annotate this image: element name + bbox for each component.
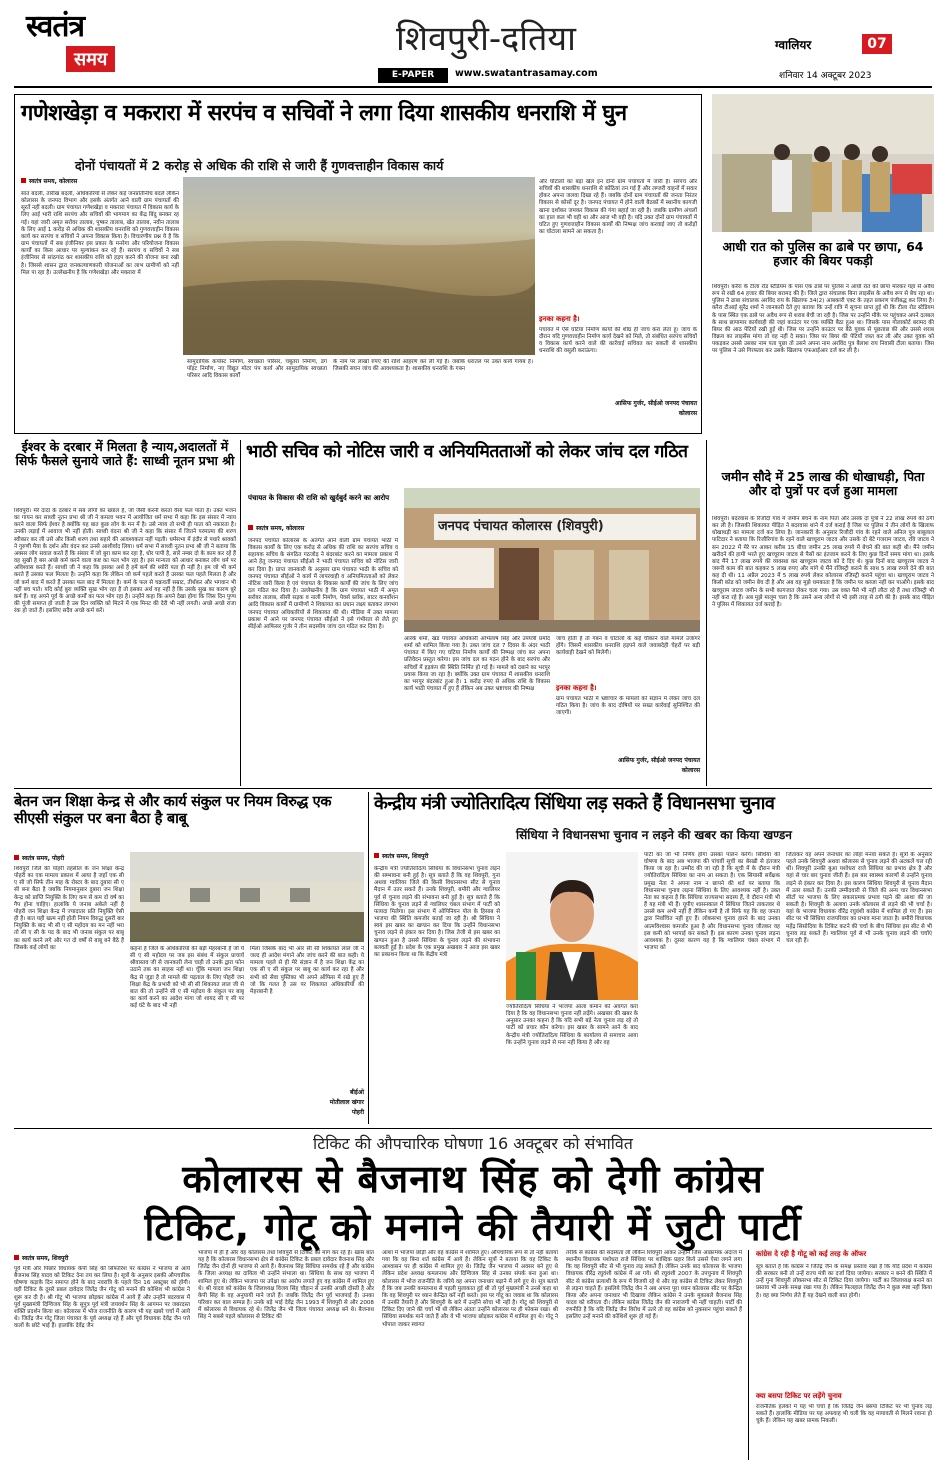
article-headline: जमीन सौदे में 25 लाख की धोखाधड़ी, पिता और दो पुत्रों पर दर्ज हुआ मामला bbox=[721, 469, 925, 499]
quote-heading: इनका कहना है। bbox=[556, 684, 597, 692]
edition-title: शिवपुरी-दतिया bbox=[396, 19, 576, 59]
column-rule-right bbox=[706, 440, 707, 786]
police-raid-photo bbox=[712, 94, 934, 232]
article-column-2: कहना है जिले के अधिकारियों की बड़ी मेहरबानी है जो ये सी ए सी महोदय पर जब इस संबंध में संकुल प्राचार्य श्रीवास्तव जी से जानकारी लेना चाही तो उनके द्वारा फोन उठाने तक का साहस नहीं था। चूँकि मामला जन शिक्षा केंद्र से जुड़ा है तो मामले की पड़ताल के लिए पोहरी जन शिक्षा केंद्र के प्रभारी को भी सी सी शिकायत लाल जी से बात की तो उन्होंने सी ए सी महोदय के संकुल पर बाबू का कार्य करने का आदेश मांगा जो शायद सी ए सी पर कई घंटे के बाद भी नहीं bbox=[130, 946, 244, 1010]
quote-signature-place: कोलारस bbox=[681, 767, 700, 774]
logo-line-1: स्वतंत्र bbox=[26, 9, 85, 44]
panchayat-building-photo bbox=[404, 488, 700, 632]
section-rule-1 bbox=[14, 788, 932, 789]
section-rule-2 bbox=[14, 1128, 932, 1129]
article-column-1: शिवपुरी जिले की पोहरी तहसील के जन शिक्षा केन्द्र पोहरी का एक मामला प्रकाश में आया है जहाँ एक सी ए सी जो सिर्फ तीन माह के रोस्टर के बाद दुबारा सी ए सी बना बैठा है जबकि नियमानुसार दुबारा जन शिक्षा केन्द्र को प्राप्ति नियुक्ति के लिए कम से कम दो वर्ष का गैप होना चाहिए। हालांकि ये जनाब अकेले नहीं है पोहरी जन शिक्षा केन्द्र में ज्यादातर प्रति नियुक्ति ऐसी ही है। बात यही खत्म नहीं होती नियम विरुद्ध दूसरी बार नियुक्ति के बाद भी सी ए सी महोदय का मन नहीं भरा तो सी ए सी के पद के बाद भी जनाब संकुल पर बाबू का कार्य करने लगे और गत दो वर्षों से बाबू बने बैठे हैं जिसके कई लोगों का bbox=[14, 866, 124, 951]
article-headline: केन्द्रीय मंत्री ज्योतिरादित्य सिंधिया लड़ सकते हैं विधानसभा चुनाव bbox=[374, 793, 775, 814]
article-headline-line-1: कोलारस से बैजनाथ सिंह को देगी कांग्रेस bbox=[182, 1157, 764, 1201]
article-scindia bbox=[374, 792, 932, 1124]
article-body: शिवपुरी। करैरा के टीला रोड स्टेडियम के पास एक ढाबे पर पुलिस ने आधी रात को छापा मारकर यहां से अवैध रूप से रखी 64 हजार की बियर बरामद की है। जिले द्वारा संचालक बिना लाइसेंस के अवैध रूप से बेच रहा था। पुलिस ने ढाबा संचालक अरविंद राय के खिलाफ 34(2) आबकारी एक्ट के तहत प्रकरण पंजीबद्ध कर लिया है। करैरा टीआई सुरेंद्र शर्मा ने जानकारी देते हुए बताया कि उन्हें रात्रि में सूचना प्राप्त हुई थी कि टीला रोड स्टेडियम के पास स्थित एक ढाबे पर अवैध रूप से शराब बेची जा रही है। जिस पर उन्होंने मौके पर पहुंचकर अपने दलबल के साथ छापामार कार्यवाही की जहां काउंटर पर एक व्यक्ति बैठा हुआ था। जिसके पास गोलाकोर्ट बरामद की बियर की आठ पेटियों रखी हुई थी। जिस पर उन्होंने काउंटर पर बैठे युवक से पूछताछ की और उससे शराब विक्रय का लाइसेंस मांगा तो वह नहीं दे सका। जिस पर बियर की पेटियों जब्त कर ली और उक्त युवक को पकड़कर उससे उसका नाम पता पूछा तो उसने अपना नाम अरविंद पुत्र बैलाश राय निवासी टीला बताया। जिस पर पुलिस ने उसे गिरफ्तार कर उसके खिलाफ एफआईआर दर्ज कर ली है। bbox=[712, 284, 934, 355]
newspaper-logo[interactable] bbox=[26, 9, 144, 82]
byline: स्वतंत्र समय, शिवपुरी bbox=[14, 1254, 190, 1262]
article-kolaras-ticket bbox=[14, 1132, 932, 1462]
article-column-2: सामुदायिक कंपोस्ट निर्माण, स्वच्छता परिसर, चबूतरा निर्माण, डंग पॉइंट निर्माण, नए विद्युत मोटर पंप कार्य और सामुदायिक स्वच्छता परिसर आदि विकास कार्यों bbox=[187, 359, 327, 380]
byline: स्वतंत्र समय, कोलारस bbox=[248, 524, 398, 532]
page-number: 07 bbox=[862, 34, 892, 54]
pond-illustration bbox=[183, 177, 535, 355]
article-column-2: आरके शर्मा, खंड पंचायत अधिकारी अभिलाष सिंह और उपयंत्री प्रमोद शर्मा को शामिल किया गया है। उक्त जांच दल 7 दिवस के अंदर भाठी पंचायत में किए गए घटिया निर्माण कार्यों की निष्पक्ष जांच कर अपना प्रतिवेदन प्रस्तुत करेगा। इस जांच दल का गठन होने के बाद सरपंच और सचिवों में हड़कंप की स्थिति निर्मित हो गई है। मामले को दबाने का भरपूर प्रयास किया जा रहा है। क्योंकि उक्त ग्राम पंचायत में शासकीय धनराशि का भरपूर बंदरबांट हुआ है। 1 करोड़ रुपए से अधिक राशि के विकास कार्य भाठी पंचायत में हुए हैं लेकिन अब उक्त भ्रष्टाचार की निष्पक्ष bbox=[404, 636, 550, 693]
article-column-2: भाजपा में ही हैं और वह कोलारस तथा शिवपुरी से टिकिट की मांग कर रहे हैं। खास बात यह है कि कोलारस विधानसभा क्षेत्र से कांग्रेस टिकिट के प्रबल दावेदार बैजनाथ सिंह और जितेंद्र जैन दोनों ही भाजपा से आये हैं। बैजनाथ सिंह सिंधिया समर्थक रहे हैं और कांग्रेस के जिला अध्यक्ष का दायित्व भी उन्होंने संभाला था। सिंधिया के साथ वह भाजपा में शामिल हुए थे। लेकिन भाजपा पर उपेक्षा का आरोप लगाते हुए वह कांग्रेस में शामिल हुए थे। श्री यादव को कांग्रेस के जिलाध्यक्ष विजय सिंह चौहान से उनकी अच्छी दोस्ती है और केपी सिंह के वह अनुयायी माने जाते हैं। जबकि जितेंद्र जैन पूर्व भाजपाई हैं। उनका परिवार कर बाल सम्पन्न है। उनके बड़े भाई देवेंद्र जैन 1993 में शिवपुरी से और 2008 में कोलारस से विधायक रहे थे। जितेंद्र जैन भी जिला पंचायत अध्यक्ष बने थे। बैजनाथ सिंह ने सबसे पहले कोलारस से टिकिट की bbox=[198, 1250, 374, 1321]
masthead bbox=[0, 0, 945, 88]
article-headline: गणेशखेड़ा व मकरारा में सरपंच व सचिवों ने लगा दिया शासकीय धनराशि में घुन bbox=[21, 101, 627, 126]
quote-text: ग्राम पंचायत भाठी में भ्रष्टाचार के मामलों को संज्ञान में लेकर जांच दल गठित किया है। जांच के बाद दोषियों पर सख्त कार्रवाई सुनिश्चित की जाएगी। bbox=[556, 696, 700, 717]
masthead-rule bbox=[14, 86, 932, 88]
article-kicker: टिकिट की औपचारिक घोषणा 16 अक्टूबर को संभावित bbox=[313, 1134, 633, 1153]
sidebar-rule bbox=[748, 1250, 749, 1460]
sidebar-text-1: सूत्र बताते हैं कि कांग्रेस ने जितेंद्र जैन के समक्ष प्रस्ताव रखा है कि यदि प्रदेश में कांग्रेस की सरकार बनी तो उन्हें राज्य मंत्री का दर्जा दिया जायेगा। सरकार न बनने की स्थिति में उन्हें गुना शिवपुरी लोकसभा सीट से टिकिट दिया जायेगा। पार्टी का जिलाध्यक्ष बनाने का प्रस्ताव भी उनके समक्ष रखा गया है। लेकिन फिलहाल जितेंद्र जैन ने कुछ स्पष्ट नहीं किया है। वह क्या निर्णय लेते हैं यह देखने वाली बात होगी। bbox=[756, 1264, 932, 1299]
article-column-3: पार्टी का जो भी निर्णय होगा उसका पालन करेंगे। सिंधिया की घोषणा के बाद अब भाजपा की पांचवीं सूची का बेसब्री से इंतजार किया जा रहा है। उम्मीद की जा रही है कि सूची में के दौरान मंत्री ज्योतिरादित्य सिंधिया का नाम आ सकता है। एक सियासी सर्वेक्षक प्रमुख नेता ने अपना नाम न छापने की शर्त पर बताया कि विधानसभा चुनाव लड़ना सिंधिया के लिए आवश्यक नहीं है। उक्त नेता का कहना है कि सिंधिया राज्यसभा सदस्य हैं, वे दौरान मंत्री भी हैं यह मंत्री भी हैं। यूपीए शासनकाल में सिंधिया जितने ताकतवर थे उससे कम अभी नहीं हैं लेकिन कमी है तो सिर्फ यह कि वह जनता द्वारा निर्वाचित नहीं हुए हैं। लोकसभा चुनाव हारने के बाद उनका आत्मविश्वास कमजोर हुआ है और विधानसभा चुनाव जीतकर वह इस कमी को भरपाई कर सकते हैं। इस कारण उनका चुनाव लड़ना आवश्यक है। दूसरा कारण यह है कि ग्वालियर चंबल संभाग में भाजपा को bbox=[644, 852, 780, 952]
article-column-1: पूर्व मंत्री और पिछोर विधायक केपी सिंह की सिफारिश पर कांग्रेस ने भाजपा से आये बैजनाथ सिंह यादव को टिकिट देना तय कर लिया है। सूत्रों के अनुसार इसकी औपचारिक घोषणा कड़ाके दिन समाप्त होने के बाद नवरात्रि के पहले दिन 16 अक्टूबर को होगी। वहीं टिकिट के दूसरे प्रबल दावेदार जितेंद्र जैन गोटू को मनाने की कोशिश भी कांग्रेस ने शुरू कर दी है। श्री गोटू भी भाजपा छोड़कर कांग्रेस में आये हैं और उन्होंने बदरवास में पूर्व मुख्यमंत्री दिग्विजय सिंह के सुपुत्र पूर्व मंत्री जयवर्धन सिंह के आगमन पर जबरदस्त शक्ति प्रदर्शन किया था। कोलारस में भोज राजनीति के कारण भी यह खबरे चर्चा में आये थे। जितेंद्र जैन गोटू जिला पंचायत के पूर्व अध्यक्ष रहे हैं और पूर्व विधायक देवेंद्र जैन पत्ते वालों के छोटे भाई हैं। हालांकि देवेंद्र जैन bbox=[14, 1266, 190, 1330]
article-column-3: जांच होती है तो गबन व घोटालों के कई चौंकाने वाले मामले उजागर होंगे। जिसमें शासकीय धनराशि हड़पने वाले जवाबदेही चेहरों पर बड़ी कार्यवाही देखने को मिलेगी। bbox=[556, 636, 700, 657]
sidebar-heading-2: क्या बसपा टिकिट पर लड़ेंगे चुनाव bbox=[756, 1392, 842, 1400]
publish-date: शनिवार 14 अक्टूबर 2023 bbox=[779, 71, 872, 81]
quote-heading: इनका कहना है। bbox=[539, 315, 580, 323]
article-subhead: सिंधिया ने विधानसभा चुनाव न लड़ने की खबर का किया खण्डन bbox=[516, 828, 792, 842]
article-column-3: मिला जिसके बाद भी आर सी सी शिकायत लाल जी ने जल्द ही आदेश मंगाने और जांच करने की बात कही। ये मामला पहले से ही मेरे संज्ञान में है जन शिक्षा केंद्र का एक सी ए सी संकुल पर बाबू का कार्य कर रहा है और सभी को सेवा पुस्तिका भी अपने ऑफिस में रखे हुए हैं जो कि गलत है उस पर शिकायत अधिकारियों की मेहरबानी है bbox=[250, 946, 364, 995]
article-body: शिवपुरी। मेरे दादा के दरबार में सब लोगों का ख्याल है, जो जैसी करनी करता वैसा फल पाता है। उक्त भजन का गायन कर साध्वी नूतन प्रभा श्री जी ने कमला भवन में आयोजित धर्म सभा में कहा कि इस संसार में न्याय करने वाला सिर्फ ईश्वर है क्योंकि यह बात कुछ लोग के मन में है। उसे न्याय तो सभी ही पाता को नकारता है। उनकी लड़ाई में आवाज भी नहीं होती। साध्वी वंदना श्री जी ने कहा कि संसार में जितने परमात्मा की शरण स्वीकार कर ली उसे और किसी शरण तथा सहारे की आवश्यकता नहीं पड़ती। धर्मसभा में इंदौर से पधारे श्रावकों ने गुरुणी मैया के दर्शन और वंदन कर उनसे आशीर्वाद लिया। धर्म सभा में साध्वी नूतन प्रभा श्री जी ने बताया कि अक्सर लोग सवाल करते हैं कि संसार में जो बुरा काम कर रहा है, धोर पापी है, सारे नम्बर दो के काम कर रहे हैं वह सुखी है बस अच्छे कर्म करने वाला कष्ट का फल भोग रहा है। इस मान्यता को आधार बनाकर लोग धर्म पर अविश्वास करते हैं। साध्वी जी ने कहा कि इसका अर्थ है हमें कर्म की थ्योरी पता ही नहीं है। हम जो भी कर्म करते हैं उसका फल मिलता है। उन्होंने कहा कि लेकिन जो कर्म पहले करते हैं उसका फल पहले मिलता है और जो कर्म बाद में करते हैं उसका फल बाद में मिलता है। कर्म के फल से चक्रवर्ती सम्राट, तीर्थंकर और भगवान भी नहीं बच पाते। यदि कोई बुरा व्यक्ति सुख भोग रहा है तो इसका अर्थ यह नहीं है कि उसके सुख का कारण बुरे कर्म हैं। वह अपने पूर्व के अच्छे कर्मों का फल भोग रहा है। उन्होंने कहा कि अपने देखा होगा कि जिस दिन पुण्य की पूंजी समाप्त हो जाती है उस दिन व्यक्ति को मिटने में एक मिनट की देरी भी नहीं लगती। अच्छे अच्छे राजा रंक हो जाते हैं। इसलिए सदैव अच्छे कर्म करें। bbox=[14, 508, 236, 615]
epaper-badge: E-PAPER bbox=[378, 68, 448, 83]
quote-signature: आसिफ गुर्जर, सीईओ जनपद पंचायत bbox=[614, 400, 697, 407]
website-link[interactable]: www.swatantrasamay.com bbox=[455, 68, 598, 79]
column-rule-mid bbox=[368, 792, 369, 1124]
byline: स्वतंत्र समय, शिवपुरी bbox=[374, 852, 500, 860]
article-headline-line-2: टिकिट, गोटू को मनाने की तैयारी में जुटी पार्टी bbox=[144, 1205, 802, 1249]
article-headline: भाठी सचिव को नोटिस जारी व अनियमितताओं को लेकर जांच दल गठित bbox=[246, 442, 688, 462]
article-body: शिवपुरी। बदरवास के रिजौदी गांव में जमीन बेचने के नाम पिता और उसके दो पुत्रों ने 22 लाख रुपये की ठगी कर ली है। जिसकी शिकायत पीड़ित ने बदरवास थाने में दर्ज कराई है जिस पर पुलिस ने तीन लोगों के खिलाफ धोखाधड़ी का मामला दर्ज कर लिया है। जानकारी के अनुसार रिजौदी गांव के रहने वाले अनिल पुत्र बाबूलाल पाटिदार ने बताया कि रिजौरिगांव के रहने वाले खच्चूराम जाटव और उसके दो बेटे गजराम जाटव, रवि जाटव ने सन 2022 में मेरे पर आकर करीब 15 बीघा जमीन 25 लाख रुपये में बेचने की बात कही थी। मैंने जमीन खरीदने की हामी भरते हुए खच्चूराम जाटव से पैसों का इंतजाम करने के लिए कुछ दिनों समय मांगा था। इसके बाद मैंने 17 लाख रुपये की व्यवस्था कर खच्चूराम जाटव को दे दिए थे। कुछ दिनों बाद खच्चूराम जाटव ने जरूरी काम की बात कहकर 5 लाख रुपए और मांगे थे मैंने रजिस्ट्री कराने के साथ 5 लाख रुपये देने की बात कह दी थी। 11 अप्रैल 2023 में 5 लाख रुपये लेकर कोलारस रजिस्ट्री कराने पहुंचा था। खच्चूराम जाटव ने किसी कोड को जमीन बेच दी है और अब वह मुझे धमकाता है कि जमीन पर कब्जा नहीं कर पाओगे। इसके बाद खच्चूराम जाटव जमीन के सभी कागजात लेकर चला गया। उस वक्त पैसे भी नहीं लौटा रहे हैं तथा रजिस्ट्री भी नहीं करा रहे हैं। अब मुझे मालूम चला है कि उसने अन्य लोगों से भी इसी तरह से ठगी की है। इसके बाद पीड़ित ने पुलिस में शिकायत दर्ज कराई है। bbox=[712, 516, 934, 608]
building-illustration bbox=[404, 488, 700, 632]
column-rule-left bbox=[240, 440, 241, 786]
school-building-photo bbox=[130, 852, 364, 942]
article-land-fraud bbox=[712, 470, 934, 782]
quote-signature-place: पोहरी bbox=[351, 1109, 364, 1116]
school-illustration bbox=[130, 852, 364, 942]
portrait-illustration bbox=[506, 852, 638, 1000]
article-pohri-cac bbox=[14, 792, 364, 1124]
article-ganeshkheda bbox=[14, 94, 702, 434]
dry-pond-photo bbox=[183, 177, 535, 355]
scindia-portrait bbox=[506, 852, 638, 1000]
quote-signature: आसिफ गुर्जर, सीईओ जनपद पंचायत bbox=[617, 757, 700, 764]
sidebar-heading: कांग्रेस दे रही है गोटू को कई तरह के ऑफर bbox=[756, 1250, 867, 1258]
logo-line-2: समय bbox=[66, 46, 115, 72]
quote-signature-place: कोलारस bbox=[678, 410, 697, 417]
sidebar-text-2: राजनैतिक हलकों में यह भी चर्चा है कि जितेंद्र जैन बसपा टिकिट पर भी चुनाव लड़ सकते हैं। हालांकि मीडिया पर यह अफवाह भी चली कि वह मायावती से मिलने रवाना हो चुके हैं। लेकिन यह खबर प्रामक निकली। bbox=[756, 1404, 932, 1425]
byline: स्वतंत्र समय, पोहरी bbox=[14, 854, 124, 862]
article-column-4: तरीके से कांग्रेस की सदस्यता ली लेकिन शिवपुरी आकर उन्होंने जिस आक्रामक अंदाज में स्थानीय विधायक यशोधरा राजे सिंधिया पर शाब्दिक प्रहार किये उससे ऐसा लगने लगा कि वह शिवपुरी सीट से भी चुनाव लड़ सकते हैं। लेकिन उनके बाद कोलारस के भाजपा विधायक वीरेंद्र रघुवंशी कांग्रेस में आ गये। श्री रघुवंशी 2007 के उपचुनाव में शिवपुरी सीट से कांग्रेस प्रत्याशी के रूप में विजयी रहे थे और वह कांग्रेस से टिकिट लेकर शिवपुरी से लड़ना चाहते हैं। इसलिये जितेंद्र जैन ने अब अपना पूरा ध्यान कोलारस सीट पर केन्द्रित किया और अपना जनाधार भी दिखाया लेकिन कांग्रेस ने उनके मुकाबले बैजनाथ सिंह यादव को वरीयता दी। लेकिन कांग्रेस जितेंद्र जैन की नाराजगी भी नहीं चाहती। पार्टी की रणनीति है कि यदि जितेंद्र जैन विरोध में उतरे तो वह कांग्रेस को नुकसान पहुंचा सकते हैं इसलिए उन्हें मनाने की कोशिशें शुरू हो गई हैं। bbox=[566, 1250, 742, 1321]
article-column-1: केन्द्रीय मंत्री ज्योतिरादित्य सिंधिया के विधानसभा चुनाव लड़ने की सम्भावना बनी हुई है। सूत्र बताते हैं कि वह शिवपुरी, गुना अथवा ग्वालियर जिले की किसी विधानसभा सीट से चुनाव मैदान में उतर सकते हैं। उनके शिवपुरी, बमौरी और ग्वालियर पूर्व से चुनाव लड़ने की संभावना बनी हुई है। सूत्र बताते हैं कि सिंधिया के चुनाव लड़ने से ग्वालियर चंबल संभाग में पार्टी को फायदा मिलेगा। इस संभाग में ओपिनियन पोल के हिसाब से भाजपा की स्थिति कमजोर बताई जा रही है। श्री सिंधिया ने स्वयं इस खबर का खण्डन कर दिया कि उन्होंने विधानसभा चुनाव लड़ने से इंकार कर दिया है। जिस तेजी से इस खबर का खण्डन हुआ है उससे सिंधिया के चुनाव लड़ने की संभावना बलवती हुई है। प्रदेश के एक प्रमुख अखबार ने आज इस खबर का प्रकाशन किया था कि केंद्रीय मंत्री bbox=[374, 866, 500, 958]
article-column-1: जनपद पंचायत कोलारस के अंतर्गत आने वाली ग्राम पंचायत भाठी में विकास कार्यों के लिए एक करोड़ से अधिक की राशि का सरपंच सचिव व सहायक सचिव के संगठित गठजोड़ ने बंदरबांट करने का मामला प्रकाश में आने हेतु जनपद पंचायत सीईओ ने भाठी पंचायत सचिव को नोटिस जारी कर दिया है। प्राप्त जानकारी के अनुसार ग्राम पंचायत भाठी के सचिव को जनपद पंचायत सीईओ ने कार्य में लापरवाही व अनियमितताओं को लेकर नोटिस जारी किया है एवं पंचायत के विकास कार्यों की जांच के लिए जांच दल गठित कर दिया है। उल्लेखनीय है कि ग्राम पंचायत भाठी में अमृत सरोवर तालाब, सीसी सड़क व नाली निर्माण, पेवर्स ब्लॉक, बाटर कनर्वोशन आदि विकास कार्यों में ग्रामीणों ने शिकायत का प्रधान लक्ष्य बताकर लगभग जनपद पंचायत अधिकारियों से शिकायत की थी। मीडिया में उक्त मामला प्रकाश में आने पर जनपद पंचायत सीईओ ने इसे गंभीरता से लेते हुए सीईओ आफिसर गुर्जर ने तीन सदस्यीय जांच दल गठित कर दिया है। bbox=[248, 538, 398, 630]
article-column-4: जिताकर वह अपने जनाधार का लोहा मनवा सकते हैं। सूत्रों के अनुसार पहले उनके शिवपुरी अथवा कोलारस से चुनाव लड़ने की अटकलें चल रही थीं। शिवपुरी उनकी बुआ यशोधरा राजे सिंधिया का प्रभाव क्षेत्र है और यहां से चार बार चुनाव जीती हैं। इस बार स्वास्थ्य कारणों से उन्होंने चुनाव लड़ने से इंकार कर दिया है। इस कारण सिंधिया शिवपुरी से चुनाव मैदान में उतर सकते हैं। उनकी उम्मीदवारी से जिले की अन्य चार विधानसभा सीटों पर भाजपा के लिए सकारात्मक प्रभाव पड़ने की आशा की जा सकती है। शिवपुरी के अलावा उनके कोलारस से लड़ने की भी चर्चा है। यहां के भाजपा विधायक वीरेंद्र रघुवंशी कांग्रेस में शामिल हो गए हैं। इस सीट पर भी सिंधिया राजपरिवार का प्रभाव माना जाता है। बमौरी विधायक महेंद्र सिसोदिया के टिकिट कटने की चर्चा के बीच सिंधिया इस सीट से भी चुनाव लड़ सकते हैं। ग्वालियर पूर्व से भी उनके चुनाव लड़ने की चर्चाएं चल रही हैं। bbox=[786, 852, 932, 944]
panchayat-sign-board: जनपद पंचायत कोलारस (शिवपुरी) bbox=[438, 519, 604, 534]
article-headline: ईश्वर के दरबार में मिलता है न्याय,अदालतों में सिर्फ फैसले सुनाये जाते हैं: साध्वी नूतन प्रभा श्री bbox=[15, 439, 235, 469]
article-headline: बेतन जन शिक्षा केन्द्र से और कार्य संकुल पर नियम विरुद्ध एक सीएसी संकुल पर बना बैठा है बाबू bbox=[14, 794, 332, 827]
article-headline: आधी रात को पुलिस का ढाबे पर छापा, 64 हजार की बियर पकड़ी bbox=[722, 239, 924, 269]
article-sadhvi bbox=[14, 440, 236, 786]
article-column-4: और घोटालों का बड़ा खेल इन दोनों ग्राम पंचायतों में जारी है। सरपंच और सचिवों की शासकीय धनराशि से कोठियां तन गई हैं और लग्जरी वाहनों में सवार होकर अपना जलवा दिखा रहे हैं। जबकि दोनों ग्राम पंचायतों की जनता निरंतर विकास से कोसों दूर है। जनपद पंचायत में होने वाली बैठकों में स्थानीय कागजी खाना दर्शाकर जमकर विकास की गंगा बहाई जा रही है। जबकि ग्रामीण अंचलों का हाल कल भी वही था और आज भी वही है। यदि उक्त दोनों ग्राम पंचायतों में घटित हुए गुणवत्ताहीन विकास कार्यों की निष्पक्ष जांच करवाई जाए तो करोड़ों का घोटाला सामने आ सकता है। bbox=[539, 179, 697, 236]
quote-text: पंचायत में ऐसे घटिया निर्माण कार्यों की शीघ्र ही जांच करा लेता हूं। जांच के दौरान यदि गुणवत्ताहीन निर्माण कार्य देखने को मिले, तो संबंधित सरपंच सचिवों व विकास कार्य करने वाले की कार्रवाई सचिवत कर सकती से शासकीय धनराशि की वसूली कराऊंगा। bbox=[539, 327, 697, 355]
article-subhead: दोनों पंचायतों में 2 करोड़ से अधिक की राशि से जारी हैं गुणवत्ताहीन विकास कार्य bbox=[75, 158, 444, 173]
article-dhaba-raid bbox=[712, 94, 934, 464]
article-column-3: आशा में भाजपा छोड़ी और वह कांग्रेस में शामिल हुए। औपचारिक रूप से तो नहीं बताया गया कि वह बिना शर्त कांग्रेस में आये हैं। लेकिन सूत्रों ने बताया कि वह टिकिट के आश्वासन पर ही कांग्रेस में शामिल हुए थे। जितेंद्र जैन भाजपा में अवसर बने हुए थे लेकिन प्रदेश अध्यक्ष कमलनाथ और दिग्विजय सिंह से उनका संपर्क बना हुआ था। कोलारस में भोज राजनीति के जरिये वह अपना जनाधार बढ़ाने में लगे हुए थे। सूत्र बताते हैं कि जब उनकी कमलनाथ से पहली मुलाकात हुई थी तो पूर्व मुख्यमंत्री ने उनसे कहा था कि वह शिवपुरी पर ध्यान केन्द्रित करें नहीं करते। इस पर गोटू का जवाब था कि कोलारस में उनकी तैयारी है और शिवपुरी के बारे में उन्होंने सोचा भी नहीं है। गोटू को शिवपुरी से टिकिट दिए जाने की चर्चा भी थी लेकिन अंततः उन्होंने कोलारस पर ही फोकस रखा। श्री सिंधिया समर्थक माने जाते हैं और वे भी भाजपा छोड़कर कांग्रेस में शामिल हुए थे। गोटू ने भोपाल जाकर स्वागत bbox=[382, 1250, 558, 1328]
article-column-2: ज्योतिरादित्य सिंधिया ने भाजपा आला कमान को अवगत करा दिया है कि वह विधानसभा चुनाव नहीं लड़ेंगे। अखबार की खबर के अनुसार उनका कहना है कि यदि सभी बड़े नेता चुनाव लड़ रहे तो पार्टी को प्रचार कौन करेगा। इस खबर के सामने आने के बाद केन्द्रीय मंत्री ज्योतिरादित्य सिंधिया के कार्यालय से समाचार आया कि उन्होंने चुनाव लड़ने से मना नहीं किया है और वह bbox=[506, 1004, 638, 1046]
edition-city: ग्वालियर bbox=[775, 38, 812, 52]
article-column-3: के नाम पर लाखों रुपए की राशि आहरण कर ली गई है। जबकि धरातल पर उक्त कार्य गायब हैं। जिसकी सघन जांच की आवश्यकता है। शासकीय धनराशि के गबन bbox=[333, 359, 533, 373]
quote-signature: बीईओ bbox=[349, 1089, 364, 1096]
quote-signature-name: मोतीलाल खंगार bbox=[329, 1099, 364, 1106]
byline: स्वतंत्र समय, कोलारस bbox=[21, 177, 181, 185]
article-column-1: सात बदली, तारीख बदली, अधिकारियों से लेकर कई जनप्रतिनिधि बदले लेकिन कोलारस के जनपद विभाग और इसके अंतर्गत आने वाली ग्राम पंचायतों की सूरतें नहीं बदली। ग्राम पंचायत गणेशखेड़ा व मकरारा पंचायत में विकास कार्य के लिए आई भारी राशि सरपंच और सचिवों की भागमाग का केंद्र बिंदु बनकर रह गई। यहां जारी अमृत सरोवर तालाब, पुष्कर तालाब, खेत तालाब, नवीन तालाब के लिए आई 1 करोड़ से अधिक की शासकीय धनराशि को गुणवत्ताहीन विकास कार्य कर सरपंच व सचिवों ने अपना विकास किया है। विचारणीय प्रश्न ये है कि ग्राम पंचायतों में सब इंजीनियर इस प्रकार के मनरेगा और परियोजना विकास कार्यों का किस आधार पर मूल्यांकन कर रहे हैं। सरपंच व सचिवों ने सब इंजीनियर से सांठगांठ कर शासकीय राशि को हड़प करने की योजना बना रखी है। जिससे शासन द्वारा जनकल्याणकारी योजनाओं का लाभ ग्रामीणों को नहीं मिल पा रहा है। उल्लेखनीय है कि गणेशखेड़ा और मकरारा में bbox=[21, 191, 179, 276]
article-kicker: पंचायत के विकास की राशि को खुर्दबुर्द करने का आरोप bbox=[248, 494, 390, 502]
police-group-illustration bbox=[712, 94, 934, 232]
article-bhathi-notice bbox=[246, 440, 702, 786]
